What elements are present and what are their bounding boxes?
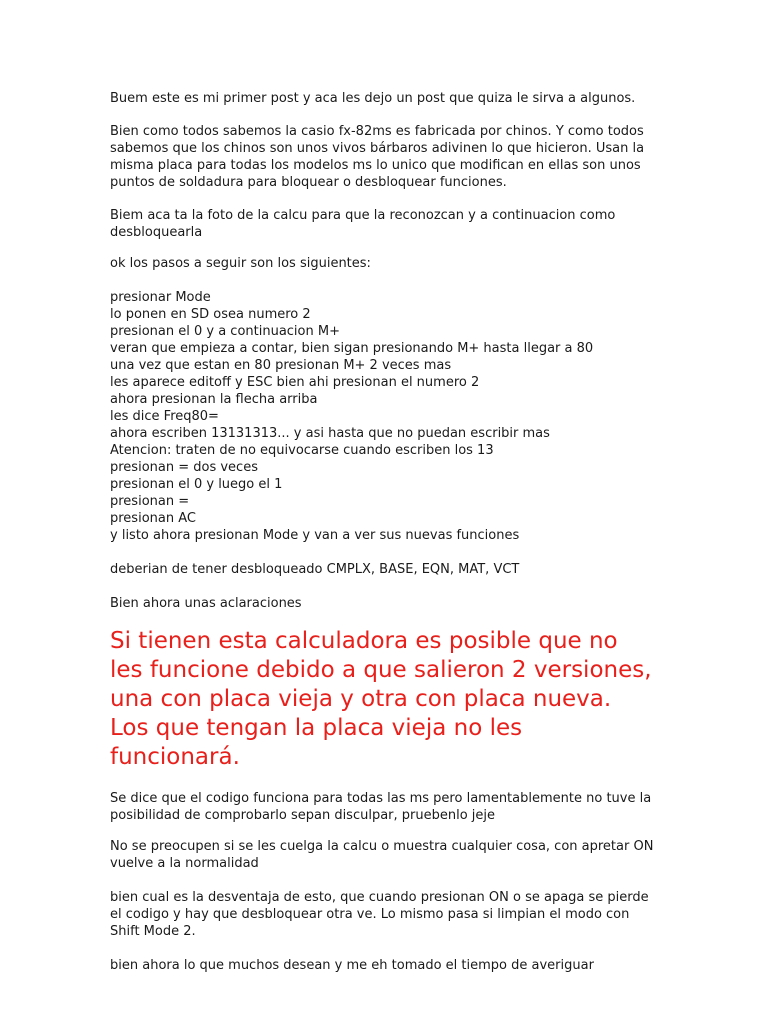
photo-paragraph — [110, 207, 660, 241]
step-item: presionan el 0 y a continuacion M+ — [110, 324, 340, 339]
steps-list — [110, 289, 660, 544]
step-item: presionar Mode — [110, 290, 211, 305]
text-line: posibilidad de comprobarlo sepan disculpar, pruebenlo jeje — [110, 808, 496, 823]
text-line: Se dice que el codigo funciona para todas las ms pero lamentablemente no tuve la — [110, 791, 652, 806]
text-line: Shift Mode 2. — [110, 924, 196, 939]
text-line: el codigo y hay que desbloquear otra ve. Lo mismo pasa si limpian el modo con — [110, 907, 630, 922]
warning-line: una con placa vieja y otra con placa nueva. — [110, 686, 612, 712]
text-line: No se preocupen si se les cuelga la calcu o muestra cualquier cosa, con apretar ON — [110, 839, 654, 854]
intro-paragraph: Buem este es mi primer post y aca les dejo un post que quiza le sirva a algunos. — [110, 91, 636, 106]
text-line: desbloquearla — [110, 225, 203, 240]
text-line: puntos de soldadura para bloquear o desbloquear funciones. — [110, 175, 507, 190]
disadvantage-paragraph — [110, 889, 660, 940]
closing-paragraph: bien ahora lo que muchos desean y me eh tomado el tiempo de averiguar — [110, 958, 594, 973]
warning-notice — [110, 627, 660, 772]
text-line: vuelve a la normalidad — [110, 856, 259, 871]
text-line: Biem aca ta la foto de la calcu para que la reconozcan y a continuacion como — [110, 208, 616, 223]
step-item: lo ponen en SD osea numero 2 — [110, 307, 311, 322]
step-item: y listo ahora presionan Mode y van a ver sus nuevas funciones — [110, 528, 520, 543]
step-item: presionan el 0 y luego el 1 — [110, 477, 283, 492]
text-line: misma placa para todas los modelos ms lo unico que modifican en ellas son unos — [110, 158, 641, 173]
unlocked-functions: deberian de tener desbloqueado CMPLX, BASE, EQN, MAT, VCT — [110, 562, 520, 577]
step-item: ahora escriben 13131313... y asi hasta que no puedan escribir mas — [110, 426, 550, 441]
text-line: sabemos que los chinos son unos vivos bárbaros adivinen lo que hicieron. Usan la — [110, 141, 645, 156]
code-note-paragraph — [110, 790, 660, 824]
step-item: les dice Freq80= — [110, 409, 219, 424]
text-line: bien cual es la desventaja de esto, que cuando presionan ON o se apaga se pierde — [110, 890, 649, 905]
step-item: les aparece editoff y ESC bien ahi presionan el numero 2 — [110, 375, 480, 390]
steps-intro: ok los pasos a seguir son los siguientes: — [110, 256, 371, 271]
step-item: presionan = — [110, 494, 190, 509]
warning-line: funcionará. — [110, 744, 240, 770]
step-item: presionan = dos veces — [110, 460, 258, 475]
text-line: Bien como todos sabemos la casio fx-82ms es fabricada por chinos. Y como todos — [110, 124, 644, 139]
step-item: una vez que estan en 80 presionan M+ 2 veces mas — [110, 358, 452, 373]
warning-line: Si tienen esta calculadora es posible que no — [110, 628, 618, 654]
document-page — [110, 90, 660, 974]
step-item: veran que empieza a contar, bien sigan presionando M+ hasta llegar a 80 — [110, 341, 594, 356]
step-item: ahora presionan la flecha arriba — [110, 392, 318, 407]
hang-note-paragraph — [110, 838, 660, 872]
warning-line: Los que tengan la placa vieja no les — [110, 715, 523, 741]
clarifications-heading: Bien ahora unas aclaraciones — [110, 596, 302, 611]
step-item: Atencion: traten de no equivocarse cuando escriben los 13 — [110, 443, 494, 458]
warning-line: les funcione debido a que salieron 2 versiones, — [110, 657, 652, 683]
step-item: presionan AC — [110, 511, 196, 526]
fabrication-paragraph — [110, 123, 660, 191]
